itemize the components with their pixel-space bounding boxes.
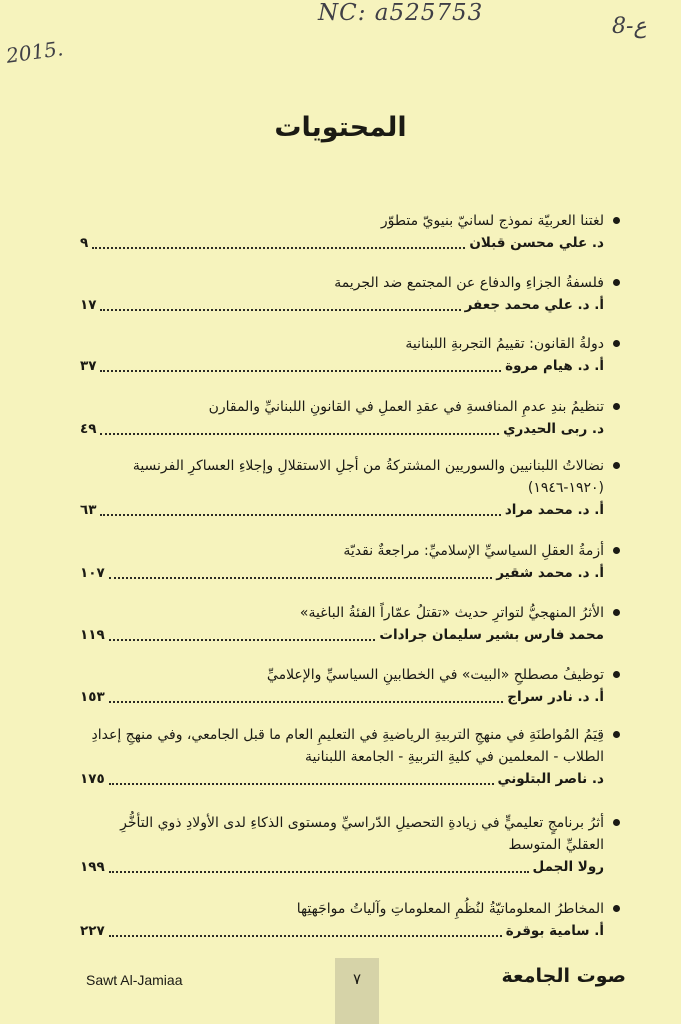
footer-page-number: ٧ [335,958,379,1024]
entry-page-number: ٣٧ [80,358,97,374]
entry-page-number: ١٧ [80,297,97,313]
entry-page-number: ١٩٩ [80,859,105,875]
entry-page-number: ٢٢٧ [80,923,105,939]
entry-author: أ. سامية بوقرة [505,923,604,939]
entry-title: المخاطرُ المعلوماتيّةُ لنُظُمِ المعلوماتِ وآلياتُ مواجَهتِها [80,898,620,920]
toc-entry[interactable] [80,540,620,584]
toc-entry[interactable] [80,898,620,942]
entry-title: لغتنا العربيّة نموذج لسانيّ بنيويّ متطوّر [80,210,620,232]
journal-logo-arabic: صوت الجامعة [501,965,626,987]
toc-entry[interactable] [80,724,620,790]
entry-author: رولا الجمل [532,859,604,875]
dot-leader [100,309,460,311]
entry-page-number: ١٠٧ [80,565,105,581]
toc-entry[interactable] [80,455,620,521]
entry-page-number: ١١٩ [80,627,105,643]
entry-page-number: ١٧٥ [80,771,105,787]
entry-title: أزمةُ العقلِ السياسيِّ الإسلاميِّ: مراجعةٌ نقديّة [80,540,620,562]
toc-entry[interactable] [80,333,620,377]
entry-page-number: ٤٩ [80,421,97,437]
entry-author: محمد فارس بشير سليمان جرادات [379,627,604,643]
handwritten-code: 8-ع [612,14,647,39]
dot-leader [92,247,465,249]
toc-entry[interactable] [80,664,620,708]
entry-title: تنظيمُ بندِ عدمِ المنافسةِ في عقدِ العملِ في القانونِ اللبنانيِّ والمقارن [80,396,620,418]
entry-page-number: ٩ [80,235,89,251]
entry-author: أ. د. علي محمد جعفر [464,297,604,313]
entry-title: أثرُ برنامجٍ تعليميٍّ في زيادةِ التحصيلِ الدّراسيِّ ومستوى الذكاءِ لدى الأولادِ ذوي التأخُّرِ العقليِّ المتوسط [80,812,620,856]
handwritten-catalog-number: NC: a525753 [318,0,484,26]
entry-author: د. علي محسن قبلان [469,235,604,251]
entry-author: أ. د. نادر سراج [507,689,604,705]
entry-title: دولةُ القانون: تقييمُ التجربةِ اللبنانية [80,333,620,355]
page-title: المحتويات [274,112,407,143]
entry-title: قِيَمُ المُواطنَةِ في منهجِ التربيةِ الرياضيةِ في التعليمِ العام ما قبل الجامعي، وفي منهجِ إعدادِ الطلاب - المعلمين في كليةِ التربيةِ - الجامعة اللبنانية [80,724,620,768]
dot-leader [109,701,503,703]
entry-author: د. ربى الحيدري [503,421,604,437]
dot-leader [100,433,499,435]
entry-page-number: ٦٣ [80,502,97,518]
toc-entry[interactable] [80,602,620,646]
dot-leader [109,935,502,937]
entry-author: أ. د. محمد مراد [504,502,604,518]
entry-page-number: ١٥٣ [80,689,105,705]
entry-title: نضالاتُ اللبنانيين والسوريين المشتركةُ من أجلِ الاستقلالِ وإجلاءِ العساكرِ الفرنسية (١٩٢٠-١٩٤٦) [80,455,620,499]
entry-author: د. ناصر البتلوني [497,771,604,787]
dot-leader [109,783,494,785]
dot-leader [109,577,493,579]
entry-title: فلسفةُ الجزاءِ والدفاع عن المجتمع ضد الجريمة [80,272,620,294]
toc-entry[interactable] [80,272,620,316]
entry-author: أ. د. محمد شقير [496,565,604,581]
toc-entry[interactable] [80,396,620,440]
dot-leader [100,370,501,372]
toc-entry[interactable] [80,812,620,878]
dot-leader [109,639,376,641]
dot-leader [109,871,529,873]
entry-author: أ. د. هيام مروة [505,358,604,374]
toc-entry[interactable] [80,210,620,254]
entry-title: الأثرُ المنهجيُّ لتواترِ حديث «تقتلُ عمّاراً الفئةُ الباغية» [80,602,620,624]
entry-title: توظيفُ مصطلحِ «البيت» في الخطابينِ السياسيِّ والإعلاميِّ [80,664,620,686]
dot-leader [100,514,500,516]
journal-name-latin: Sawt Al-Jamiaa [86,972,183,988]
handwritten-year: 2015. [4,36,65,68]
